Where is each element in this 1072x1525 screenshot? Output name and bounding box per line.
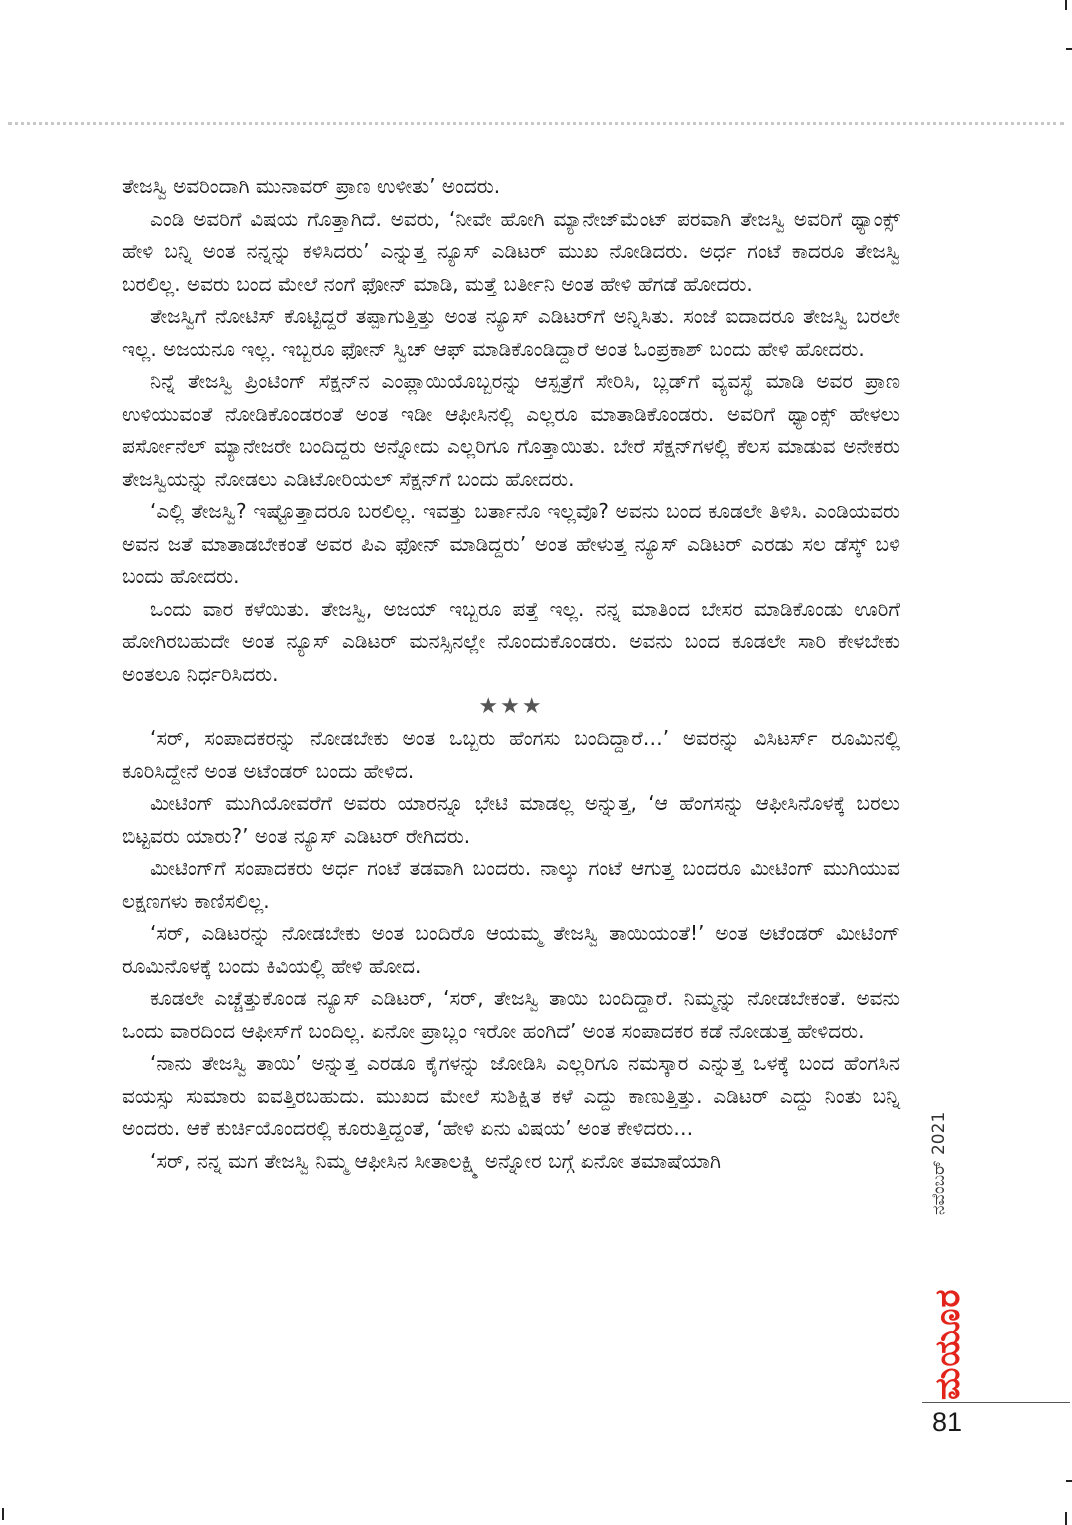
magazine-logo: ಮಯೂರ bbox=[928, 1288, 968, 1400]
paragraph: ಒಂದು ವಾರ ಕಳೆಯಿತು. ತೇಜಸ್ವಿ, ಅಜಯ್ ಇಬ್ಬರೂ ಪತ್ತೆ ಇಲ್ಲ. ನನ್ನ ಮಾತಿಂದ ಬೇಸರ ಮಾಡಿಕೊಂಡು ಊರಿಗೆ ಹೋಗಿರಬಹುದೇ ಅಂತ ನ್ಯೂಸ್ ಎಡಿಟರ್ ಮನಸ್ಸಿನಲ್ಲೇ ನೊಂದುಕೊಂಡರು. ಅವನು ಬಂದ ಕೂಡಲೇ ಸಾರಿ ಕೇಳಬೇಕು ಅಂತಲೂ ನಿರ್ಧರಿಸಿದರು. bbox=[122, 596, 900, 686]
paragraph: ತೇಜಸ್ವಿ ಅವರಿಂದಾಗಿ ಮುನಾವರ್ ಪ್ರಾಣ ಉಳೀತು’ ಅಂದರು. bbox=[122, 174, 501, 198]
paragraph: ‘ಸರ್, ಸಂಪಾದಕರನ್ನು ನೋಡಬೇಕು ಅಂತ ಒಬ್ಬರು ಹೆಂಗಸು ಬಂದಿದ್ದಾರೆ…’ ಅವರನ್ನು ವಿಸಿಟರ್ಸ್ ರೂಮಿನಲ್ಲಿ ಕೂರಿಸಿದ್ದೇನೆ ಅಂತ ಅಟೆಂಡರ್ ಬಂದು ಹೇಳಿದ. bbox=[122, 726, 900, 783]
paragraph: ಕೂಡಲೇ ಎಚ್ಚೆತ್ತುಕೊಂಡ ನ್ಯೂಸ್ ಎಡಿಟರ್, ‘ಸರ್, ತೇಜಸ್ವಿ ತಾಯಿ ಬಂದಿದ್ದಾರೆ. ನಿಮ್ಮನ್ನು ನೋಡಬೇಕಂತೆ. ಅವನು ಒಂದು ವಾರದಿಂದ ಆಫೀಸ್‌ಗೆ ಬಂದಿಲ್ಲ. ಏನೋ ಪ್ರಾಬ್ಲಂ ಇರೋ ಹಂಗಿದೆ’ ಅಂತ ಸಂಪಾದಕರ ಕಡೆ ನೋಡುತ್ತ ಹೇಳಿದರು. bbox=[122, 986, 900, 1043]
paragraph: ‘ಸರ್, ನನ್ನ ಮಗ ತೇಜಸ್ವಿ ನಿಮ್ಮ ಆಫೀಸಿನ ಸೀತಾಲಕ್ಷ್ಮಿ ಅನ್ನೋರ ಬಗ್ಗೆ ಏನೋ ತಮಾಷೆಯಾಗಿ bbox=[150, 1148, 721, 1173]
paragraph: ನಿನ್ನೆ ತೇಜಸ್ವಿ ಪ್ರಿಂಟಿಂಗ್ ಸೆಕ್ಷನ್‌ನ ಎಂಪ್ಲಾಯಿಯೊಬ್ಬರನ್ನು ಆಸ್ಪತ್ರೆಗೆ ಸೇರಿಸಿ, ಬ್ಲಡ್‌ಗೆ ವ್ಯವಸ್ಥೆ ಮಾಡಿ ಅವರ ಪ್ರಾಣ ಉಳಿಯುವಂತೆ ನೋಡಿಕೊಂಡರಂತೆ ಅಂತ ಇಡೀ ಆಫೀಸಿನಲ್ಲಿ ಎಲ್ಲರೂ ಮಾತಾಡಿಕೊಂಡರು. ಅವರಿಗೆ ಥ್ಯಾಂಕ್ಸ್ ಹೇಳಲು ಪರ್ಸೋನೆಲ್ ಮ್ಯಾನೇಜರೇ ಬಂದಿದ್ದರು ಅನ್ನೋದು ಎಲ್ಲರಿಗೂ ಗೊತ್ತಾಯಿತು. ಬೇರೆ ಸೆಕ್ಷನ್‌ಗಳಲ್ಲಿ ಕೆಲಸ ಮಾಡುವ ಅನೇಕರು ತೇಜಸ್ವಿಯನ್ನು ನೋಡಲು ಎಡಿಟೋರಿಯಲ್ ಸೆಕ್ಷನ್‌ಗೆ ಬಂದು ಹೋದರು. bbox=[122, 369, 900, 491]
section-separator: ★★★ bbox=[478, 694, 544, 719]
crop-mark bbox=[1065, 0, 1067, 10]
page-number: 81 bbox=[932, 1407, 963, 1437]
crop-mark bbox=[1065, 1512, 1067, 1525]
crop-mark bbox=[1066, 1480, 1072, 1482]
dotted-divider bbox=[8, 122, 1064, 125]
paragraph: ‘ಎಲ್ಲಿ ತೇಜಸ್ವಿ? ಇಷ್ಟೊತ್ತಾದರೂ ಬರಲಿಲ್ಲ. ಇವತ್ತು ಬರ್ತಾನೊ ಇಲ್ಲವೊ? ಅವನು ಬಂದ ಕೂಡಲೇ ತಿಳಿಸಿ. ಎಂಡಿಯವರು ಅವನ ಜತೆ ಮಾತಾಡಬೇಕಂತೆ ಅವರ ಪಿಎ ಫೋನ್ ಮಾಡಿದ್ದರು’ ಅಂತ ಹೇಳುತ್ತ ನ್ಯೂಸ್ ಎಡಿಟರ್ ಎರಡು ಸಲ ಡೆಸ್ಕ್ ಬಳಿ ಬಂದು ಹೋದರು. bbox=[122, 499, 900, 588]
issue-date: ನವೆಂಬರ್ 2021 bbox=[929, 1111, 949, 1215]
paragraph: ಮೀಟಿಂಗ್ ಮುಗಿಯೋವರೆಗೆ ಅವರು ಯಾರನ್ನೂ ಭೇಟಿ ಮಾಡಲ್ಲ ಅನ್ನುತ್ತ, ‘ಆ ಹೆಂಗಸನ್ನು ಆಫೀಸಿನೊಳಕ್ಕೆ ಬರಲು ಬಿಟ್ಟವರು ಯಾರು?’ ಅಂತ ನ್ಯೂಸ್ ಎಡಿಟರ್ ರೇಗಿದರು. bbox=[122, 791, 900, 848]
footer-rule bbox=[922, 1402, 1070, 1403]
paragraph: ಮೀಟಿಂಗ್‌ಗೆ ಸಂಪಾದಕರು ಅರ್ಧ ಗಂಟೆ ತಡವಾಗಿ ಬಂದರು. ನಾಲ್ಕು ಗಂಟೆ ಆಗುತ್ತ ಬಂದರೂ ಮೀಟಿಂಗ್ ಮುಗಿಯುವ ಲಕ್ಷಣಗಳು ಕಾಣಿಸಲಿಲ್ಲ. bbox=[122, 856, 900, 913]
paragraph: ತೇಜಸ್ವಿಗೆ ನೋಟಿಸ್ ಕೊಟ್ಟಿದ್ದರೆ ತಪ್ಪಾಗುತ್ತಿತ್ತು ಅಂತ ನ್ಯೂಸ್ ಎಡಿಟರ್‌ಗೆ ಅನ್ನಿಸಿತು. ಸಂಜೆ ಐದಾದರೂ ತೇಜಸ್ವಿ ಬರಲೇ ಇಲ್ಲ. ಅಜಯನೂ ಇಲ್ಲ. ಇಬ್ಬರೂ ಫೋನ್ ಸ್ವಿಚ್ ಆಫ್ ಮಾಡಿಕೊಂಡಿದ್ದಾರೆ ಅಂತ ಓಂಪ್ರಕಾಶ್ ಬಂದು ಹೇಳಿ ಹೋದರು. bbox=[122, 304, 900, 361]
paragraph: ‘ಸರ್, ಎಡಿಟರನ್ನು ನೋಡಬೇಕು ಅಂತ ಬಂದಿರೊ ಆಯಮ್ಮ ತೇಜಸ್ವಿ ತಾಯಿಯಂತೆ!’ ಅಂತ ಅಟೆಂಡರ್ ಮೀಟಿಂಗ್ ರೂಮಿನೊಳಕ್ಕೆ ಬಂದು ಕಿವಿಯಲ್ಲಿ ಹೇಳಿ ಹೋದ. bbox=[122, 921, 900, 978]
crop-mark bbox=[2, 1508, 4, 1520]
crop-mark bbox=[1066, 48, 1072, 50]
paragraph: ಎಂಡಿ ಅವರಿಗೆ ವಿಷಯ ಗೊತ್ತಾಗಿದೆ. ಅವರು, ‘ನೀವೇ ಹೋಗಿ ಮ್ಯಾನೇಜ್‌ಮೆಂಟ್ ಪರವಾಗಿ ತೇಜಸ್ವಿ ಅವರಿಗೆ ಥ್ಯಾಂಕ್ಸ್ ಹೇಳಿ ಬನ್ನಿ ಅಂತ ನನ್ನನ್ನು ಕಳಿಸಿದರು’ ಎನ್ನುತ್ತ ನ್ಯೂಸ್ ಎಡಿಟರ್ ಮುಖ ನೋಡಿದರು. ಅರ್ಧ ಗಂಟೆ ಕಾದರೂ ತೇಜಸ್ವಿ ಬರಲಿಲ್ಲ. ಅವರು ಬಂದ ಮೇಲೆ ನಂಗೆ ಫೋನ್ ಮಾಡಿ, ಮತ್ತೆ ಬರ್ತೀನಿ ಅಂತ ಹೇಳಿ ಹೆಗಡೆ ಹೋದರು. bbox=[122, 206, 900, 296]
article-body bbox=[122, 170, 900, 1177]
paragraph: ‘ನಾನು ತೇಜಸ್ವಿ ತಾಯಿ’ ಅನ್ನುತ್ತ ಎರಡೂ ಕೈಗಳನ್ನು ಜೋಡಿಸಿ ಎಲ್ಲರಿಗೂ ನಮಸ್ಕಾರ ಎನ್ನುತ್ತ ಒಳಕ್ಕೆ ಬಂದ ಹೆಂಗಸಿನ ವಯಸ್ಸು ಸುಮಾರು ಐವತ್ತಿರಬಹುದು. ಮುಖದ ಮೇಲೆ ಸುಶಿಕ್ಷಿತ ಕಳೆ ಎದ್ದು ಕಾಣುತ್ತಿತ್ತು. ಎಡಿಟರ್ ಎದ್ದು ನಿಂತು ಬನ್ನಿ ಅಂದರು. ಆಕೆ ಕುರ್ಚಿಯೊಂದರಲ್ಲಿ ಕೂರುತ್ತಿದ್ದಂತೆ, ‘ಹೇಳಿ ಏನು ವಿಷಯ’ ಅಂತ ಕೇಳಿದರು… bbox=[122, 1051, 900, 1140]
